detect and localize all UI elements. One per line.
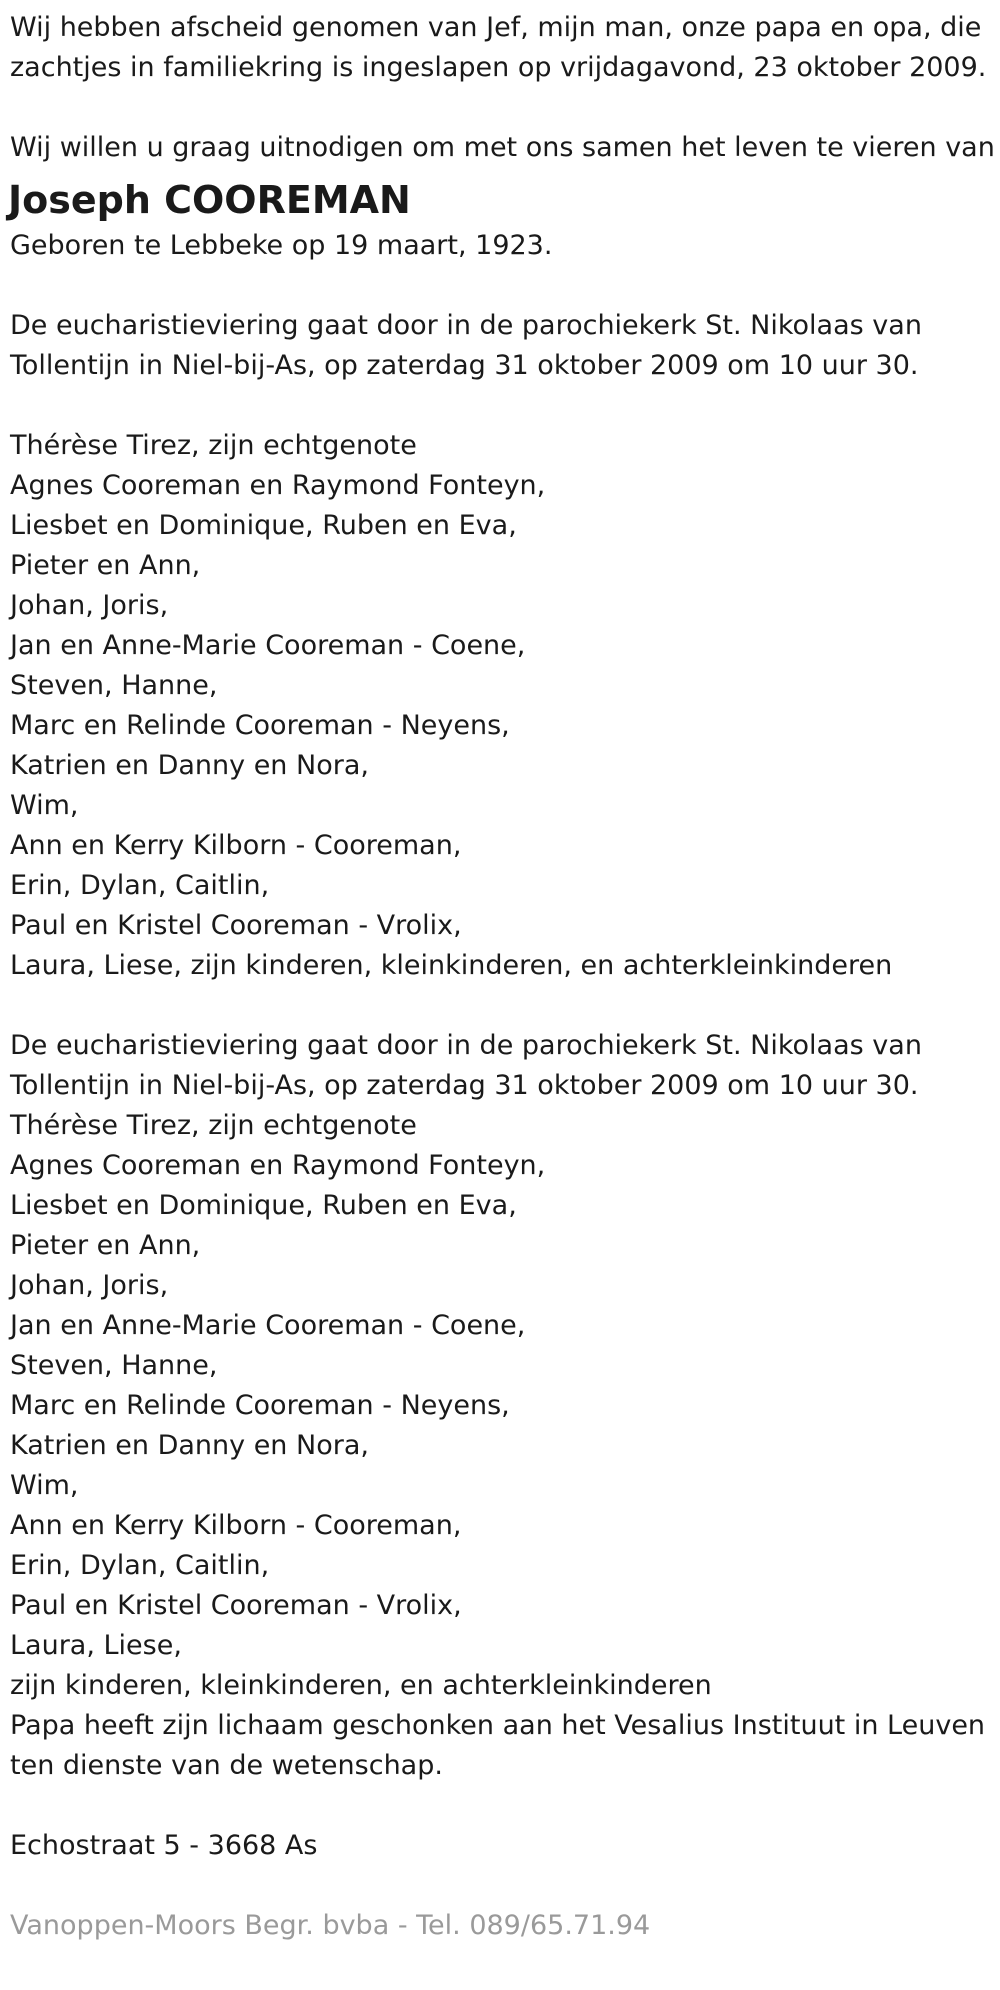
family-line: Marc en Relinde Cooreman - Neyens, (10, 710, 510, 741)
family-line: Laura, Liese, (10, 1630, 182, 1661)
funeral-home-footer: Vanoppen-Moors Begr. bvba - Tel. 089/65.71.94 (10, 1910, 651, 1941)
ceremony-line: De eucharistieviering gaat door in de parochiekerk St. Nikolaas van (10, 1030, 922, 1061)
family-line: Jan en Anne-Marie Cooreman - Coene, (10, 1310, 526, 1341)
ceremony-paragraph (10, 306, 1000, 386)
donation-line: ten dienste van de wetenschap. (10, 1750, 443, 1781)
family-line: Paul en Kristel Cooreman - Vrolix, (10, 910, 462, 941)
family-line: Ann en Kerry Kilborn - Cooreman, (10, 1510, 462, 1541)
family-list (10, 426, 1000, 986)
family-line: Wim, (10, 790, 79, 821)
family-line: Paul en Kristel Cooreman - Vrolix, (10, 1590, 462, 1621)
family-line: Jan en Anne-Marie Cooreman - Coene, (10, 630, 526, 661)
family-line: Steven, Hanne, (10, 670, 218, 701)
ceremony-paragraph-repeat (10, 1026, 1000, 1106)
deceased-name: Joseph COOREMAN (8, 178, 411, 222)
family-line: Erin, Dylan, Caitlin, (10, 1550, 270, 1581)
family-line: Erin, Dylan, Caitlin, (10, 870, 270, 901)
ceremony-line: Tollentijn in Niel-bij-As, op zaterdag 31 oktober 2009 om 10 uur 30. (10, 350, 919, 381)
donation-line: Papa heeft zijn lichaam geschonken aan het Vesalius Instituut in Leuven (10, 1710, 986, 1741)
invitation-text: Wij willen u graag uitnodigen om met ons samen het leven te vieren van (10, 132, 995, 163)
family-line: Katrien en Danny en Nora, (10, 750, 369, 781)
family-line: Thérèse Tirez, zijn echtgenote (10, 1110, 417, 1141)
family-line: zijn kinderen, kleinkinderen, en achterkleinkinderen (10, 1670, 712, 1701)
family-line: Johan, Joris, (10, 1270, 169, 1301)
family-line: Steven, Hanne, (10, 1350, 218, 1381)
family-line: Agnes Cooreman en Raymond Fonteyn, (10, 470, 546, 501)
ceremony-line: Tollentijn in Niel-bij-As, op zaterdag 31 oktober 2009 om 10 uur 30. (10, 1070, 919, 1101)
intro-line: zachtjes in familiekring is ingeslapen op vrijdagavond, 23 oktober 2009. (10, 52, 987, 83)
family-line: Katrien en Danny en Nora, (10, 1430, 369, 1461)
family-list-repeat (10, 1106, 1000, 1706)
family-line: Wim, (10, 1470, 79, 1501)
family-line: Marc en Relinde Cooreman - Neyens, (10, 1390, 510, 1421)
address: Echostraat 5 - 3668 As (10, 1830, 318, 1861)
family-line: Agnes Cooreman en Raymond Fonteyn, (10, 1150, 546, 1181)
donation-paragraph (10, 1706, 1000, 1786)
intro-paragraph (10, 8, 1000, 88)
family-line: Liesbet en Dominique, Ruben en Eva, (10, 1190, 517, 1221)
birth-info: Geboren te Lebbeke op 19 maart, 1923. (10, 230, 553, 261)
family-line: Pieter en Ann, (10, 1230, 201, 1261)
intro-line: Wij hebben afscheid genomen van Jef, mijn man, onze papa en opa, die (10, 12, 982, 43)
ceremony-line: De eucharistieviering gaat door in de parochiekerk St. Nikolaas van (10, 310, 922, 341)
family-line: Pieter en Ann, (10, 550, 201, 581)
family-line: Johan, Joris, (10, 590, 169, 621)
family-line: Thérèse Tirez, zijn echtgenote (10, 430, 417, 461)
family-line: Liesbet en Dominique, Ruben en Eva, (10, 510, 517, 541)
family-line: Ann en Kerry Kilborn - Cooreman, (10, 830, 462, 861)
family-line: Laura, Liese, zijn kinderen, kleinkinderen, en achterkleinkinderen (10, 950, 893, 981)
